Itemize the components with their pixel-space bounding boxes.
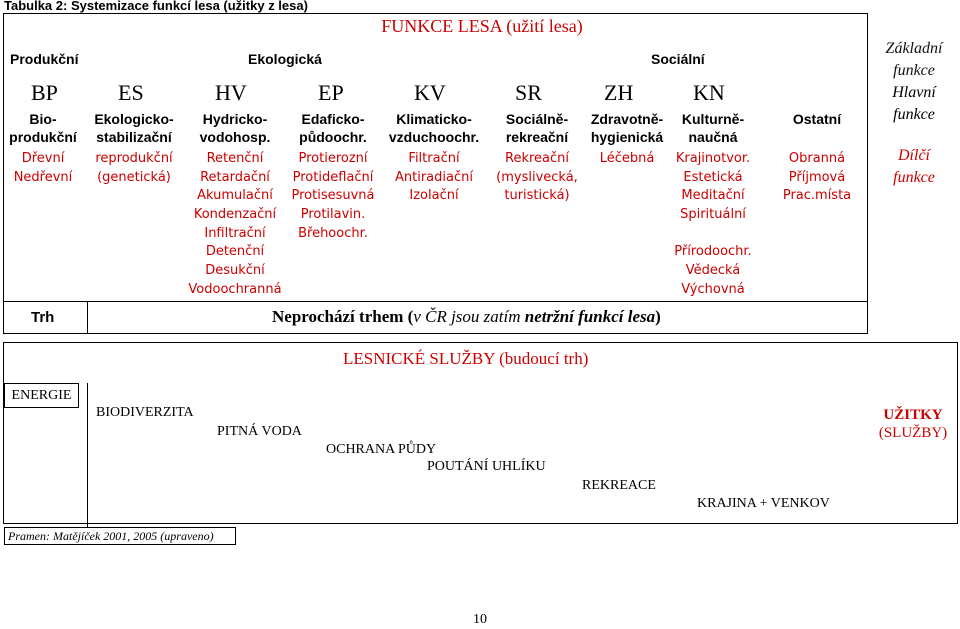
abbr-ep: EP (318, 80, 344, 105)
main-hydricko: Hydricko- vodohosp. (199, 111, 271, 145)
sub-kulturne: Krajinotvor. Estetická Meditační Spirituální Přírodoochr. Vědecká Výchovná (674, 151, 752, 297)
table-middle-border (3, 301, 868, 302)
table-caption: Tabulka 2: Systemizace funkcí lesa (užitky z lesa) (4, 0, 308, 13)
main-kulturne: Kulturně- naučná (681, 111, 745, 145)
services-inner-divider (87, 383, 88, 528)
sub-hydricko: Retenční Retardační Akumulační Kondenzační Infiltrační Detenční Desukční Vodoochranná (188, 151, 282, 297)
page-number: 10 (473, 612, 487, 627)
group-ekologicka: Ekologická (248, 51, 322, 67)
abbr-kn: KN (693, 80, 725, 105)
sub-socialne: Rekreační (myslivecká, turistická) (496, 151, 578, 204)
main-socialne: Sociálně- rekreační (505, 111, 569, 145)
service-pitna-voda: PITNÁ VODA (217, 424, 302, 439)
service-ochrana-pudy: OCHRANA PŮDY (326, 442, 437, 457)
sub-ostatni: Obranná Příjmová Prac.místa (782, 151, 852, 204)
legend-hlavni: Hlavní funkce (892, 84, 936, 123)
abbr-hv: HV (215, 80, 247, 105)
main-bio: Bio- produkční (9, 111, 77, 145)
service-krajina-venkov: KRAJINA + VENKOV (697, 496, 830, 511)
legend-dilci: Dílčí funkce (893, 147, 935, 186)
trh-label: Trh (31, 309, 55, 326)
abbr-es: ES (118, 80, 144, 105)
main-ostatni: Ostatní (792, 111, 842, 127)
main-klimaticko: Klimaticko- vzduchoochr. (388, 111, 480, 145)
uzitky-label: UŽITKY (SLUŽBY) (878, 407, 948, 441)
group-socialni: Sociální (651, 51, 705, 67)
abbr-bp: BP (31, 80, 58, 105)
legend-zakladni: Základní funkce (885, 40, 943, 79)
abbr-zh: ZH (604, 80, 634, 105)
service-rekreace: REKREACE (582, 478, 656, 493)
abbr-kv: KV (414, 80, 446, 105)
main-zdravotne: Zdravotně- hygienická (590, 111, 664, 145)
trh-divider (87, 301, 88, 333)
main-ekologicko: Ekologicko- stabilizační (94, 111, 174, 145)
main-edaficko: Edaficko- půdoochr. (299, 111, 367, 145)
service-biodiverzita: BIODIVERZITA (96, 405, 194, 420)
sub-klimaticko: Filtrační Antiradiační Izolační (395, 151, 473, 204)
energie-box: ENERGIE (4, 383, 79, 408)
table-bottom-border (3, 333, 868, 334)
services-title: LESNICKÉ SLUŽBY (budoucí trh) (343, 349, 589, 368)
services-bottom-border (3, 523, 958, 524)
source-note: Pramen: Matějíček 2001, 2005 (upraveno) (4, 527, 236, 545)
group-produkcni: Produkční (10, 51, 79, 67)
table-top-border (3, 13, 868, 14)
table-header: FUNKCE LESA (užití lesa) (381, 16, 583, 36)
trh-text: Neprochází trhem (v ČR jsou zatím netržní funkcí lesa) (272, 307, 661, 326)
sub-edaficko: Protierozní Protideflační Protisesuvná Protilavin. Břehoochr. (291, 151, 375, 241)
services-top-border (3, 342, 958, 343)
sub-ekologicko: reprodukční (genetická) (95, 151, 173, 185)
abbr-sr: SR (515, 80, 542, 105)
sub-bio: Dřevní Nedřevní (13, 151, 73, 185)
service-poutani-uhliku: POUTÁNÍ UHLÍKU (427, 459, 546, 474)
sub-zdravotne: Léčebná (599, 151, 655, 166)
services-left-border (3, 342, 4, 523)
